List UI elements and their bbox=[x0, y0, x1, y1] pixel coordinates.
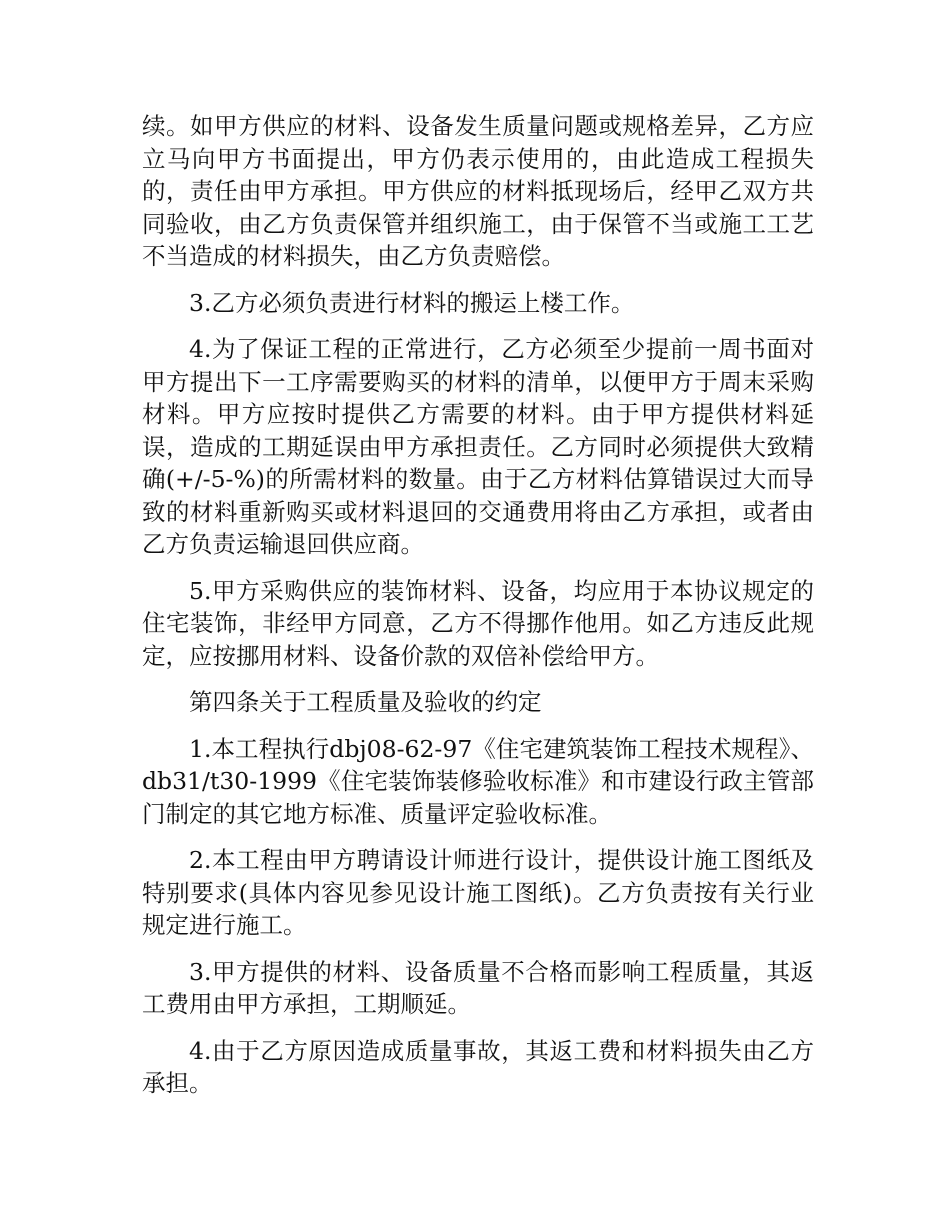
paragraph-quality-1: 1.本工程执行dbj08-62-97《住宅建筑装饰工程技术规程》、db31/t30-1999《住宅装饰装修验收标准》和市建设行政主管部门制定的其它地方标准、质量评定验收标准。 bbox=[142, 734, 814, 828]
paragraph-clause-3: 3.乙方必须负责进行材料的搬运上楼工作。 bbox=[189, 288, 635, 317]
paragraph-clause-4: 4.为了保证工程的正常进行，乙方必须至少提前一周书面对甲方提出下一工序需要购买的材料的清单，以便甲方于周末采购材料。甲方应按时提供乙方需要的材料。由于甲方提供材料延误，造成的工期延误由甲方承担责任。乙方同时必须提供大致精确(+/-5-%)的所需材料的数量。由于乙方材料估算错误过大而导致的材料重新购买或材料退回的交通费用将由乙方承担，或者由乙方负责运输退回供应商。 bbox=[142, 335, 814, 558]
paragraph-clause-5: 5.甲方采购供应的装饰材料、设备，均应用于本协议规定的住宅装饰，非经甲方同意，乙方不得挪作他用。如乙方违反此规定，应按挪用材料、设备价款的双倍补偿给甲方。 bbox=[142, 576, 814, 670]
document-body bbox=[142, 110, 814, 1114]
paragraph-quality-3: 3.甲方提供的材料、设备质量不合格而影响工程质量，其返工费用由甲方承担，工期顺延。 bbox=[142, 957, 814, 1018]
paragraph-quality-4: 4.由于乙方原因造成质量事故，其返工费和材料损失由乙方承担。 bbox=[142, 1036, 814, 1097]
paragraph-quality-2: 2.本工程由甲方聘请设计师进行设计，提供设计施工图纸及特别要求(具体内容见参见设计施工图纸)。乙方负责按有关行业规定进行施工。 bbox=[142, 846, 814, 939]
paragraph-continuation: 续。如甲方供应的材料、设备发生质量问题或规格差异，乙方应立马向甲方书面提出，甲方仍表示使用的，由此造成工程损失的，责任由甲方承担。甲方供应的材料抵现场后，经甲乙双方共同验收，由乙方负责保管并组织施工，由于保管不当或施工工艺不当造成的材料损失，由乙方负责赔偿。 bbox=[142, 112, 814, 270]
section-heading-article-4: 第四条关于工程质量及验收的约定 bbox=[189, 688, 542, 716]
